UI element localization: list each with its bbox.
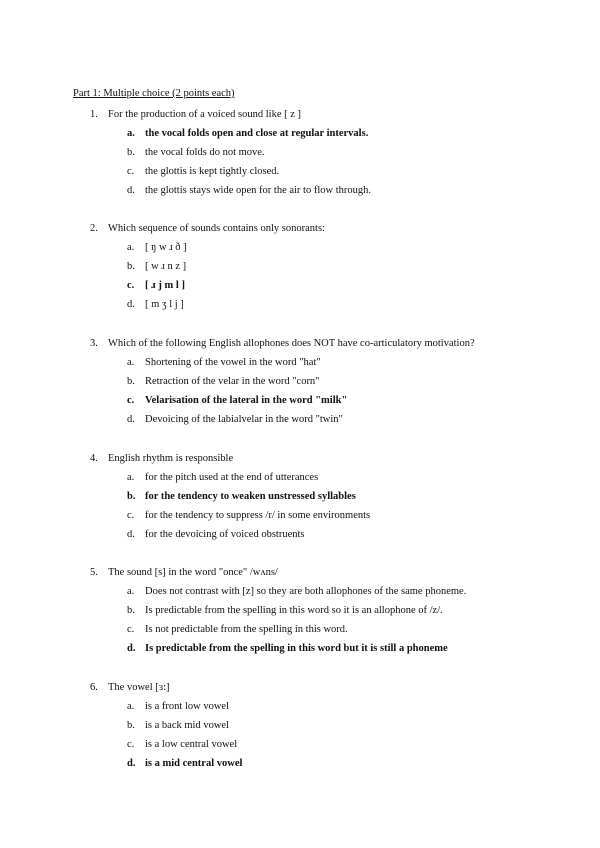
question-stem — [0, 563, 600, 582]
option-b — [0, 601, 600, 620]
option-text: [ m ʒ l j ] — [145, 299, 184, 310]
option-text: Shortening of the vowel in the word "hat" — [145, 357, 321, 368]
question-6 — [0, 678, 600, 773]
option-letter: d. — [127, 414, 135, 425]
option-letter: b. — [127, 147, 135, 158]
option-a — [0, 697, 600, 716]
question-number: 6. — [90, 682, 98, 693]
option-c — [0, 162, 600, 181]
option-c — [0, 620, 600, 639]
question-1 — [0, 105, 600, 200]
question-number: 2. — [90, 223, 98, 234]
part-title: Part 1: Multiple choice (2 points each) — [73, 88, 235, 99]
question-stem — [0, 678, 600, 697]
question-3 — [0, 334, 600, 429]
option-d — [0, 754, 600, 773]
option-letter: a. — [127, 357, 135, 368]
question-text: For the production of a voiced sound like [ z ] — [108, 109, 302, 120]
option-d — [0, 525, 600, 544]
option-d — [0, 181, 600, 200]
question-number: 4. — [90, 453, 98, 464]
option-a — [0, 238, 600, 257]
option-letter: c. — [127, 624, 135, 635]
question-2 — [0, 219, 600, 314]
option-letter: a. — [127, 242, 135, 253]
option-text: Devoicing of the labialvelar in the word "twin" — [145, 414, 343, 425]
option-text: the vocal folds do not move. — [145, 147, 265, 158]
option-letter: d. — [127, 529, 135, 540]
option-c — [0, 506, 600, 525]
option-letter: a. — [127, 472, 135, 483]
option-text: is a front low vowel — [145, 701, 229, 712]
option-letter: a. — [127, 586, 135, 597]
option-text: for the devoicing of voiced obstruents — [145, 529, 305, 540]
option-text: the vocal folds open and close at regular intervals. — [145, 128, 369, 139]
option-letter: b. — [127, 376, 135, 387]
option-a — [0, 353, 600, 372]
option-text: Does not contrast with [z] so they are both allophones of the same phoneme. — [145, 586, 467, 597]
option-letter: c. — [127, 166, 135, 177]
option-a — [0, 124, 600, 143]
option-text: Is not predictable from the spelling in this word. — [145, 624, 348, 635]
question-5 — [0, 563, 600, 658]
option-letter: b. — [127, 261, 135, 272]
option-text: for the tendency to suppress /r/ in some environments — [145, 510, 371, 521]
option-letter: d. — [127, 758, 136, 769]
question-text: Which sequence of sounds contains only sonorants: — [108, 223, 325, 234]
question-text: English rhythm is responsible — [108, 453, 234, 464]
option-a — [0, 468, 600, 487]
option-d — [0, 410, 600, 429]
option-text: Retraction of the velar in the word "corn" — [145, 376, 320, 387]
option-text: the glottis stays wide open for the air to flow through. — [145, 185, 372, 196]
option-c — [0, 391, 600, 410]
question-number: 5. — [90, 567, 98, 578]
option-text: Velarisation of the lateral in the word "milk" — [145, 395, 348, 406]
question-text: The sound [s] in the word "once" /wʌns/ — [108, 567, 278, 578]
option-text: [ ɹ j m l ] — [145, 280, 185, 291]
option-c — [0, 276, 600, 295]
question-number: 1. — [90, 109, 98, 120]
option-letter: b. — [127, 720, 135, 731]
option-d — [0, 295, 600, 314]
option-text: Is predictable from the spelling in this word so it is an allophone of /z/. — [145, 605, 443, 616]
question-text: The vowel [ɜ:] — [108, 682, 170, 693]
question-stem — [0, 105, 600, 124]
option-c — [0, 735, 600, 754]
question-stem — [0, 219, 600, 238]
option-letter: a. — [127, 128, 135, 139]
option-letter: c. — [127, 395, 135, 406]
option-text: [ ŋ w ɹ ð ] — [145, 242, 187, 253]
option-text: for the pitch used at the end of utterances — [145, 472, 319, 483]
question-number: 3. — [90, 338, 98, 349]
option-letter: b. — [127, 605, 135, 616]
option-text: Is predictable from the spelling in this word but it is still a phoneme — [145, 643, 448, 654]
option-letter: d. — [127, 185, 135, 196]
option-letter: a. — [127, 701, 135, 712]
option-text: for the tendency to weaken unstressed syllables — [145, 491, 356, 502]
question-4 — [0, 449, 600, 544]
option-letter: b. — [127, 491, 136, 502]
option-letter: c. — [127, 739, 135, 750]
option-letter: c. — [127, 510, 135, 521]
option-letter: d. — [127, 643, 136, 654]
option-b — [0, 143, 600, 162]
question-stem — [0, 449, 600, 468]
option-text: is a back mid vowel — [145, 720, 229, 731]
option-a — [0, 582, 600, 601]
option-text: is a mid central vowel — [145, 758, 243, 769]
option-text: is a low central vowel — [145, 739, 238, 750]
option-b — [0, 257, 600, 276]
option-text: the glottis is kept tightly closed. — [145, 166, 280, 177]
question-text: Which of the following English allophones does NOT have co-articulatory motivation? — [108, 338, 475, 349]
option-letter: d. — [127, 299, 135, 310]
option-letter: c. — [127, 280, 135, 291]
option-text: [ w ɹ n z ] — [145, 261, 187, 272]
question-stem — [0, 334, 600, 353]
option-b — [0, 487, 600, 506]
option-b — [0, 716, 600, 735]
option-d — [0, 639, 600, 658]
option-b — [0, 372, 600, 391]
